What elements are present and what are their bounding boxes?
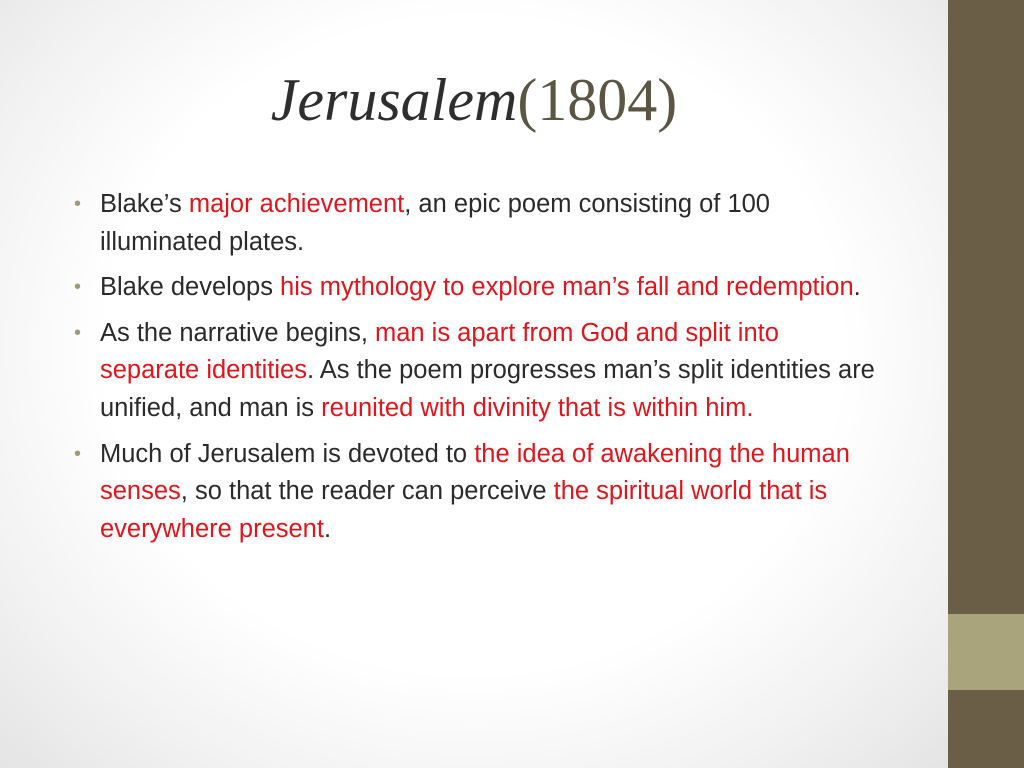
slide-title-year: (1804) xyxy=(517,67,678,133)
bullet-segment: . As the poem progresses man’s split identities are unified, and man is xyxy=(100,356,875,422)
bullet-segment: . xyxy=(853,273,861,302)
bullet-icon: • xyxy=(74,276,82,299)
bullet-segment: . xyxy=(323,514,332,543)
bullet-segment: , an epic poem consisting of 100 illuminated plates. xyxy=(100,190,770,256)
bullet-segment: As the narrative begins, xyxy=(100,318,375,347)
bullet-item xyxy=(74,315,884,428)
bullet-icon: • xyxy=(74,193,82,215)
bullet-list xyxy=(74,186,884,556)
bullet-highlight: the idea of awakening the human senses xyxy=(100,439,850,506)
bullet-segment: Much of Jerusalem is devoted to xyxy=(100,439,475,468)
slide-title xyxy=(0,60,948,140)
side-accent-block xyxy=(948,614,1024,690)
bullet-highlight: the spiritual world that is everywhere present xyxy=(100,477,828,543)
bullet-highlight: major achievement xyxy=(188,190,405,218)
bullet-item xyxy=(74,269,884,307)
bullet-segment: Blake’s xyxy=(100,190,189,218)
bullet-segment: , so that the reader can perceive xyxy=(180,477,554,506)
bullet-item xyxy=(74,436,884,549)
bullet-item xyxy=(74,186,884,261)
bullet-icon: • xyxy=(74,442,82,465)
slide-title-main: Jerusalem xyxy=(270,67,518,133)
bullet-segment: Blake develops xyxy=(100,273,281,302)
bullet-icon: • xyxy=(74,321,82,344)
bullet-highlight: reunited with divinity that is within him. xyxy=(321,393,754,422)
bullet-highlight: man is apart from God and split into separate identities xyxy=(100,318,779,385)
bullet-highlight: his mythology to explore man’s fall and redemption xyxy=(280,273,854,302)
